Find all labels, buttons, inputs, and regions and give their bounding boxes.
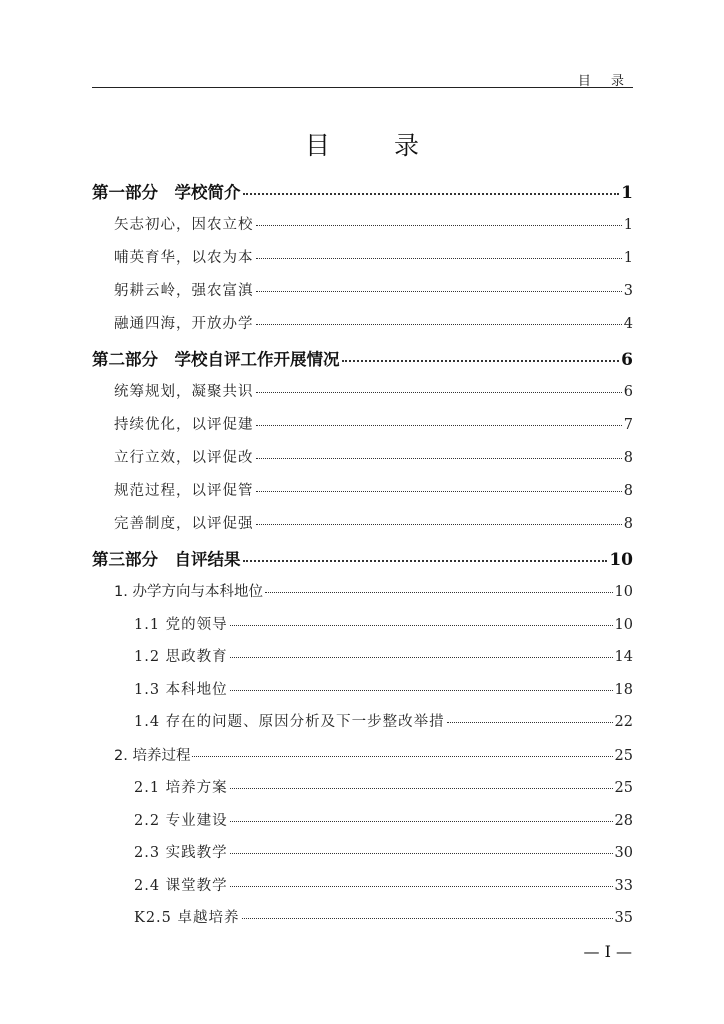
toc-entry-label: 哺英育华，以农为本 (114, 250, 254, 266)
toc-section-2[interactable] (92, 740, 633, 773)
toc-page-number: 30 (614, 845, 633, 861)
dot-leader (230, 788, 613, 789)
dot-leader (256, 324, 622, 325)
toc-subentry-label: 1.2 思政教育 (134, 649, 228, 665)
toc-section-1[interactable] (92, 576, 633, 609)
toc-subentry[interactable] (92, 706, 633, 739)
toc-page-number: 1 (623, 217, 633, 233)
dot-leader (447, 722, 613, 723)
toc-entry[interactable] (92, 242, 633, 275)
toc-subentry[interactable] (92, 609, 633, 642)
toc-page-number: 4 (623, 316, 633, 332)
dot-leader (243, 193, 620, 195)
toc-part-label: 第一部分 学校简介 (92, 183, 241, 202)
dot-leader (242, 918, 613, 919)
dot-leader (256, 425, 622, 426)
toc-entry-label: 规范过程，以评促管 (114, 483, 254, 499)
dot-leader (256, 491, 622, 492)
toc-subentry-label: 2.1 培养方案 (134, 780, 228, 796)
toc-subentry[interactable] (92, 870, 633, 903)
toc-entry[interactable] (92, 475, 633, 508)
dot-leader (256, 258, 622, 259)
toc-part-label: 第二部分 学校自评工作开展情况 (92, 350, 340, 369)
toc-section-label: 1. 办学方向与本科地位 (114, 584, 263, 600)
toc-entry[interactable] (92, 209, 633, 242)
dot-leader (256, 225, 622, 226)
toc-subentry-label: 1.3 本科地位 (134, 681, 228, 698)
toc-section-label: 2. 培养过程 (114, 747, 191, 764)
toc-page-number: 10 (614, 616, 633, 633)
toc-entry-label: 立行立效，以评促改 (114, 450, 254, 466)
toc-subentry-label: 2.4 课堂教学 (134, 877, 228, 894)
toc-part-label: 第三部分 自评结果 (92, 550, 241, 569)
dot-leader (256, 524, 622, 525)
toc-page-number: 18 (614, 681, 633, 698)
toc-subentry[interactable] (92, 772, 633, 805)
toc-subentry[interactable] (92, 805, 633, 838)
toc-subentry-label: K2.5 卓越培养 (134, 910, 240, 926)
toc-page-number: 10 (609, 550, 633, 570)
toc-entry-label: 躬耕云岭，强农富滇 (114, 283, 254, 299)
toc-subentry-label: 2.3 实践教学 (134, 845, 228, 861)
dot-leader (230, 657, 613, 658)
toc-page-number: 8 (623, 483, 633, 499)
toc-subentry-label: 1.1 党的领导 (134, 616, 228, 633)
dot-leader (230, 625, 613, 626)
toc-subentry[interactable] (92, 674, 633, 707)
table-of-contents (92, 176, 633, 935)
toc-page-number: 25 (614, 747, 633, 764)
toc-page-number: 25 (614, 780, 633, 796)
toc-entry[interactable] (92, 308, 633, 341)
toc-page-number: 7 (623, 417, 633, 433)
toc-page-number: 8 (623, 450, 633, 466)
toc-page-number: 6 (621, 350, 633, 370)
dot-leader (342, 360, 620, 362)
toc-part-2[interactable] (92, 343, 633, 376)
toc-part-3[interactable] (92, 543, 633, 576)
toc-page-number: 10 (614, 584, 633, 600)
toc-page-number: 1 (623, 250, 633, 266)
toc-subentry[interactable] (92, 641, 633, 674)
toc-entry[interactable] (92, 376, 633, 409)
dot-leader (230, 853, 613, 854)
toc-page-number: 33 (614, 877, 633, 894)
toc-entry-label: 矢志初心，因农立校 (114, 217, 254, 233)
dot-leader (192, 756, 612, 757)
running-head: 目 录 (577, 74, 632, 89)
dot-leader (230, 886, 613, 887)
toc-subentry-label: 2.2 专业建设 (134, 812, 228, 829)
header-rule (92, 87, 633, 88)
dot-leader (256, 291, 622, 292)
toc-entry[interactable] (92, 508, 633, 541)
toc-entry[interactable] (92, 409, 633, 442)
toc-page-number: 14 (614, 649, 633, 665)
toc-page-number: 22 (614, 714, 633, 730)
toc-entry-label: 完善制度，以评促强 (114, 516, 254, 532)
toc-subentry[interactable] (92, 837, 633, 870)
toc-entry-label: 融通四海，开放办学 (114, 316, 254, 332)
dot-leader (256, 392, 622, 393)
toc-entry-label: 持续优化，以评促建 (114, 417, 254, 433)
toc-page-number: 1 (621, 183, 633, 203)
toc-page-number: 3 (623, 283, 633, 299)
dot-leader (230, 821, 613, 822)
toc-subentry[interactable] (92, 902, 633, 935)
dot-leader (265, 592, 613, 593)
toc-page-number: 35 (614, 910, 633, 926)
footer-page-number: — I — (583, 942, 632, 961)
toc-entry-label: 统筹规划，凝聚共识 (114, 384, 254, 400)
toc-page-number: 28 (614, 812, 633, 829)
toc-part-1[interactable] (92, 176, 633, 209)
toc-entry[interactable] (92, 275, 633, 308)
page-title: 目 录 (305, 131, 447, 160)
dot-leader (230, 690, 613, 691)
toc-page-number: 6 (623, 384, 633, 400)
dot-leader (243, 560, 608, 562)
toc-entry[interactable] (92, 442, 633, 475)
toc-subentry-label: 1.4 存在的问题、原因分析及下一步整改举措 (134, 714, 445, 730)
toc-page-number: 8 (623, 516, 633, 532)
dot-leader (256, 458, 622, 459)
